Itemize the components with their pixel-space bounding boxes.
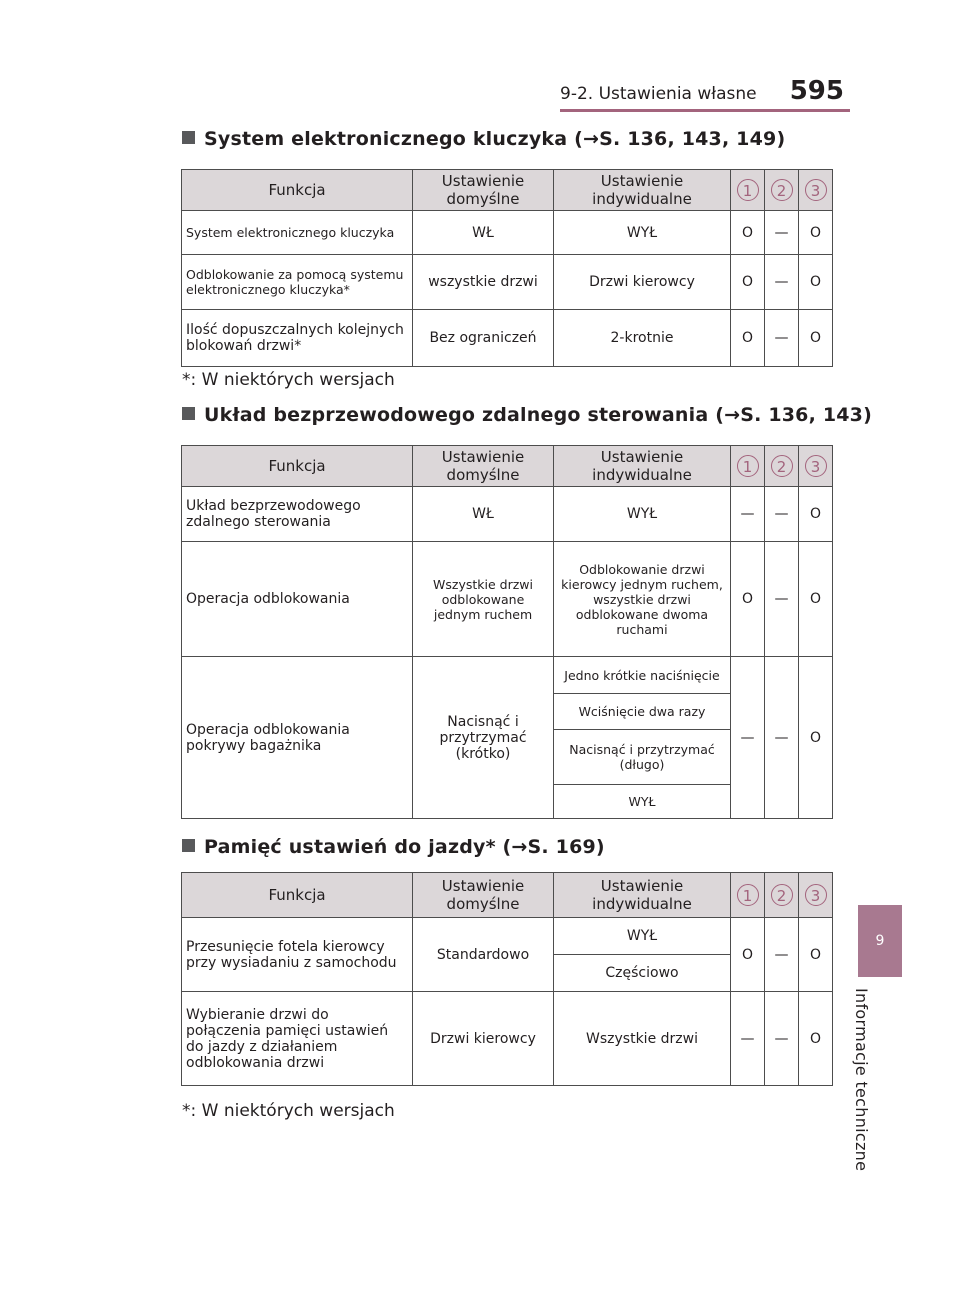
cell-mark-3: O [799,542,833,657]
table-smart-key [181,169,833,367]
header-col-1 [731,170,765,211]
cell-custom-option: Wciśnięcie dwa razy [554,694,731,730]
header-rule [560,109,850,112]
cell-default: Drzwi kierowcy [413,992,554,1086]
circled-3-icon: 3 [805,455,827,477]
header-col-3 [799,446,833,487]
header-custom: Ustawienie indywidualne [554,873,731,918]
cell-custom: Drzwi kierowcy [554,255,731,310]
table-row [182,992,833,1086]
table-header-row [182,170,833,211]
section-heading-3 [182,836,605,858]
cell-mark-3: O [799,310,833,367]
cell-function: Operacja odblokowania pokrywy bagażnika [182,657,413,819]
cell-mark-3: O [799,211,833,255]
circled-2-icon: 2 [771,455,793,477]
table-header-row [182,873,833,918]
circled-2-icon: 2 [771,179,793,201]
header-default: Ustawienie domyślne [413,873,554,918]
section-heading-1 [182,128,785,150]
cell-mark-2: — [765,542,799,657]
header-funkcja: Funkcja [182,446,413,487]
table-driving-memory [181,872,833,1086]
circled-1-icon: 1 [737,455,759,477]
cell-mark-1: O [731,211,765,255]
table-row [182,657,833,694]
table-header-row [182,446,833,487]
cell-mark-3: O [799,657,833,819]
header-default: Ustawienie domyślne [413,170,554,211]
heading-text: Pamięć ustawień do jazdy* (→S. 169) [204,836,605,858]
cell-default: Nacisnąć i przytrzymać (krótko) [413,657,554,819]
footnote-1: *: W niektórych wersjach [182,370,395,390]
cell-mark-3: O [799,992,833,1086]
circled-1-icon: 1 [737,884,759,906]
cell-default: wszystkie drzwi [413,255,554,310]
cell-function: Wybieranie drzwi do połączenia pamięci ustawień do jazdy z działaniem odblokowania drzwi [182,992,413,1086]
table-row [182,310,833,367]
table-row [182,211,833,255]
cell-mark-2: — [765,992,799,1086]
header-funkcja: Funkcja [182,170,413,211]
cell-mark-2: — [765,211,799,255]
cell-custom: Odblokowanie drzwi kierowcy jednym ruchem, wszystkie drzwi odblokowane dwoma ruchami [554,542,731,657]
chapter-tab: 9 [858,905,902,977]
cell-mark-2: — [765,487,799,542]
cell-default: WŁ [413,487,554,542]
header-custom: Ustawienie indywidualne [554,170,731,211]
header-col-2 [765,446,799,487]
cell-function: Ilość dopuszczalnych kolejnych blokowań drzwi* [182,310,413,367]
cell-default: Wszystkie drzwi odblokowane jednym ruchem [413,542,554,657]
square-bullet-icon [182,407,195,420]
cell-mark-1: O [731,918,765,992]
table-row [182,542,833,657]
circled-3-icon: 3 [805,179,827,201]
cell-mark-1: — [731,487,765,542]
header-funkcja: Funkcja [182,873,413,918]
circled-1-icon: 1 [737,179,759,201]
cell-function: Układ bezprzewodowego zdalnego sterowania [182,487,413,542]
header-col-3 [799,170,833,211]
header-col-2 [765,170,799,211]
cell-custom: Wszystkie drzwi [554,992,731,1086]
cell-mark-1: — [731,992,765,1086]
cell-custom-option: WYŁ [554,785,731,819]
cell-mark-1: O [731,542,765,657]
cell-function: Odblokowanie za pomocą systemu elektronicznego kluczyka* [182,255,413,310]
heading-text: Układ bezprzewodowego zdalnego sterowania (→S. 136, 143) [204,404,872,426]
table-row [182,255,833,310]
table-remote-control [181,445,833,819]
page-number: 595 [789,76,844,106]
table-row [182,918,833,955]
cell-mark-3: O [799,255,833,310]
header-col-3 [799,873,833,918]
square-bullet-icon [182,839,195,852]
page-header [560,78,850,112]
cell-mark-2: — [765,657,799,819]
header-col-2 [765,873,799,918]
cell-mark-3: O [799,918,833,992]
cell-function: System elektronicznego kluczyka [182,211,413,255]
cell-custom: 2-krotnie [554,310,731,367]
circled-2-icon: 2 [771,884,793,906]
cell-function: Przesunięcie fotela kierowcy przy wysiadaniu z samochodu [182,918,413,992]
footnote-2: *: W niektórych wersjach [182,1101,395,1121]
cell-default: Standardowo [413,918,554,992]
square-bullet-icon [182,131,195,144]
header-custom: Ustawienie indywidualne [554,446,731,487]
heading-text: System elektronicznego kluczyka (→S. 136, 143, 149) [204,128,786,150]
cell-custom-option: WYŁ [554,918,731,955]
cell-mark-2: — [765,255,799,310]
header-col-1 [731,873,765,918]
cell-mark-1: O [731,310,765,367]
cell-mark-2: — [765,918,799,992]
cell-default: WŁ [413,211,554,255]
cell-custom: WYŁ [554,211,731,255]
cell-mark-3: O [799,487,833,542]
cell-custom: WYŁ [554,487,731,542]
table-row [182,487,833,542]
cell-custom-option: Częściowo [554,955,731,992]
cell-mark-2: — [765,310,799,367]
section-title: 9-2. Ustawienia własne [560,84,757,104]
cell-mark-1: — [731,657,765,819]
cell-function: Operacja odblokowania [182,542,413,657]
circled-3-icon: 3 [805,884,827,906]
chapter-label-wrap [848,988,888,1178]
section-heading-2 [182,404,872,426]
cell-default: Bez ograniczeń [413,310,554,367]
header-col-1 [731,446,765,487]
cell-custom-option: Nacisnąć i przytrzymać (długo) [554,730,731,785]
header-default: Ustawienie domyślne [413,446,554,487]
cell-mark-1: O [731,255,765,310]
cell-custom-option: Jedno krótkie naciśnięcie [554,657,731,694]
chapter-label: Informacje techniczne [852,988,871,1172]
